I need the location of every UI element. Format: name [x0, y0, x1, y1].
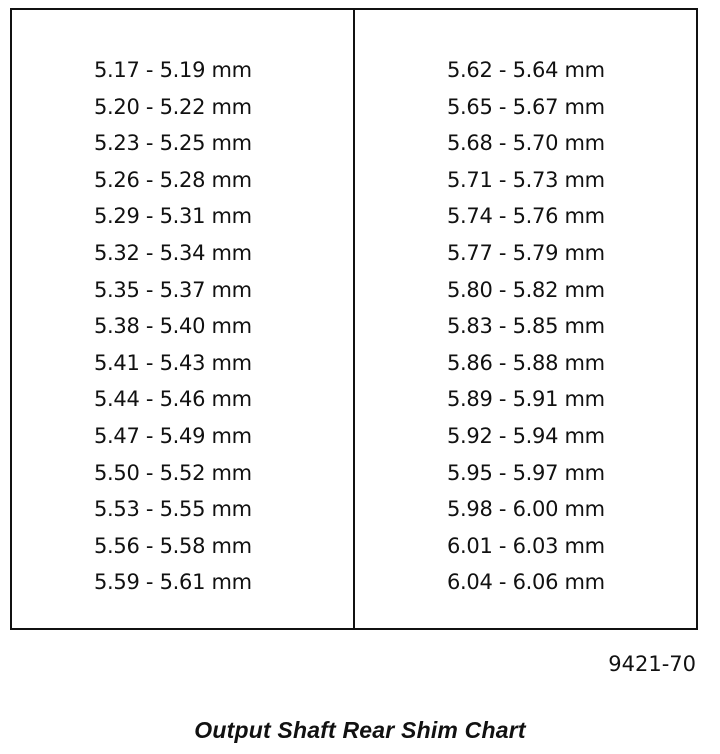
- shim-range-entry: 5.86 - 5.88 mm: [447, 350, 605, 375]
- shim-range-entry: 5.68 - 5.70 mm: [447, 131, 605, 156]
- shim-range-entry: 5.77 - 5.79 mm: [447, 240, 605, 265]
- shim-range-entry: 5.50 - 5.52 mm: [94, 460, 252, 485]
- shim-chart-table: [10, 8, 698, 630]
- shim-range-entry: 5.26 - 5.28 mm: [94, 167, 252, 192]
- figure-caption: Output Shaft Rear Shim Chart: [194, 717, 526, 743]
- shim-range-entry: 5.95 - 5.97 mm: [447, 460, 605, 485]
- shim-list-left: [12, 52, 353, 601]
- shim-range-entry: 5.41 - 5.43 mm: [94, 350, 252, 375]
- shim-range-entry: 5.80 - 5.82 mm: [447, 277, 605, 302]
- shim-range-entry: 5.62 - 5.64 mm: [447, 58, 605, 82]
- shim-range-entry: 5.47 - 5.49 mm: [94, 423, 252, 448]
- shim-range-entry: 5.53 - 5.55 mm: [94, 497, 252, 522]
- shim-column-right: [355, 10, 696, 628]
- shim-range-entry: 5.32 - 5.34 mm: [94, 240, 252, 265]
- shim-range-entry: 5.71 - 5.73 mm: [447, 167, 605, 192]
- shim-range-entry: 5.83 - 5.85 mm: [447, 314, 605, 339]
- shim-column-left: [12, 10, 355, 628]
- shim-range-entry: 5.89 - 5.91 mm: [447, 387, 605, 412]
- shim-range-entry: 5.17 - 5.19 mm: [94, 58, 252, 82]
- shim-range-entry: 6.04 - 6.06 mm: [447, 570, 605, 595]
- shim-range-entry: 5.98 - 6.00 mm: [447, 497, 605, 522]
- shim-range-entry: 5.92 - 5.94 mm: [447, 423, 605, 448]
- shim-range-entry: 5.35 - 5.37 mm: [94, 277, 252, 302]
- figure-number: 9421-70: [608, 652, 696, 676]
- shim-range-entry: 5.65 - 5.67 mm: [447, 94, 605, 119]
- shim-list-right: [355, 52, 696, 601]
- shim-range-entry: 5.56 - 5.58 mm: [94, 533, 252, 558]
- shim-range-entry: 5.38 - 5.40 mm: [94, 314, 252, 339]
- shim-range-entry: 5.23 - 5.25 mm: [94, 131, 252, 156]
- shim-range-entry: 5.20 - 5.22 mm: [94, 94, 252, 119]
- shim-range-entry: 5.59 - 5.61 mm: [94, 570, 252, 595]
- shim-range-entry: 6.01 - 6.03 mm: [447, 533, 605, 558]
- shim-range-entry: 5.29 - 5.31 mm: [94, 204, 252, 229]
- shim-range-entry: 5.74 - 5.76 mm: [447, 204, 605, 229]
- shim-range-entry: 5.44 - 5.46 mm: [94, 387, 252, 412]
